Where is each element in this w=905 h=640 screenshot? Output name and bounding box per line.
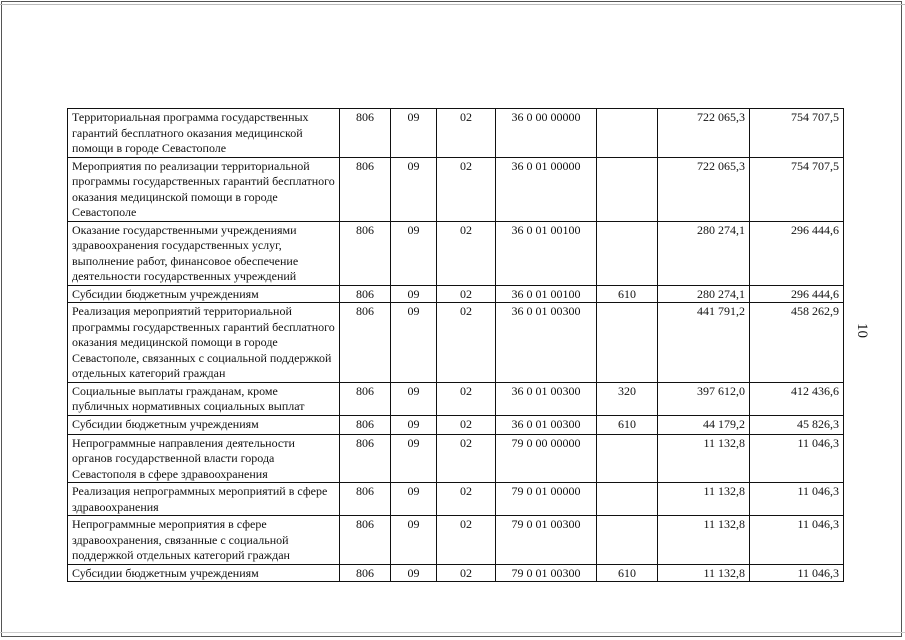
row-year1: 397 612,0	[658, 382, 750, 415]
row-code: 806	[340, 382, 391, 415]
row-subsection: 02	[437, 516, 496, 565]
row-section: 09	[391, 382, 437, 415]
row-kind	[597, 157, 658, 221]
row-name: Оказание государственными учреждениями здравоохранения государственных услуг, выполнение работ, финансовое обеспечение деятельности государственных учреждений	[68, 221, 340, 285]
row-year1: 11 132,8	[658, 564, 750, 582]
row-code: 806	[340, 109, 391, 158]
row-target: 36 0 01 00100	[496, 285, 597, 303]
table-row	[68, 564, 844, 582]
row-target: 36 0 01 00100	[496, 221, 597, 285]
row-year2: 754 707,5	[750, 109, 844, 158]
row-section: 09	[391, 516, 437, 565]
row-subsection: 02	[437, 303, 496, 383]
row-kind	[597, 109, 658, 158]
row-section: 09	[391, 483, 437, 516]
table-row	[68, 109, 844, 158]
row-subsection: 02	[437, 221, 496, 285]
row-subsection: 02	[437, 382, 496, 415]
row-name: Реализация непрограммных мероприятий в сфере здравоохранения	[68, 483, 340, 516]
row-kind: 320	[597, 382, 658, 415]
row-name: Социальные выплаты гражданам, кроме публичных нормативных социальных выплат	[68, 382, 340, 415]
row-section: 09	[391, 285, 437, 303]
page-number: 10	[854, 323, 870, 338]
row-name: Территориальная программа государственных гарантий бесплатного оказания медицинской помощи в городе Севастополе	[68, 109, 340, 158]
row-code: 806	[340, 221, 391, 285]
scan-edge-top	[0, 4, 905, 5]
row-kind: 610	[597, 415, 658, 434]
row-year1: 44 179,2	[658, 415, 750, 434]
row-year1: 722 065,3	[658, 109, 750, 158]
row-name: Непрограммные направления деятельности органов государственной власти города Севастополя в сфере здравоохранения	[68, 434, 340, 483]
scan-edge-bottom	[0, 632, 905, 633]
row-year2: 11 046,3	[750, 516, 844, 565]
table-row	[68, 434, 844, 483]
budget-table	[67, 108, 844, 582]
table-row	[68, 516, 844, 565]
row-year1: 11 132,8	[658, 516, 750, 565]
row-year2: 11 046,3	[750, 434, 844, 483]
row-name: Субсидии бюджетным учреждениям	[68, 285, 340, 303]
row-target: 79 0 01 00300	[496, 564, 597, 582]
row-code: 806	[340, 483, 391, 516]
row-year2: 754 707,5	[750, 157, 844, 221]
row-kind: 610	[597, 285, 658, 303]
row-year2: 45 826,3	[750, 415, 844, 434]
row-code: 806	[340, 564, 391, 582]
table-row	[68, 483, 844, 516]
row-code: 806	[340, 285, 391, 303]
row-kind: 610	[597, 564, 658, 582]
table-row	[68, 382, 844, 415]
table-row	[68, 415, 844, 434]
row-section: 09	[391, 157, 437, 221]
row-section: 09	[391, 434, 437, 483]
row-code: 806	[340, 303, 391, 383]
row-target: 36 0 01 00000	[496, 157, 597, 221]
row-year2: 296 444,6	[750, 285, 844, 303]
row-kind	[597, 516, 658, 565]
row-subsection: 02	[437, 564, 496, 582]
row-year1: 11 132,8	[658, 483, 750, 516]
row-target: 79 0 00 00000	[496, 434, 597, 483]
table-row	[68, 221, 844, 285]
row-section: 09	[391, 415, 437, 434]
row-kind	[597, 221, 658, 285]
row-subsection: 02	[437, 285, 496, 303]
row-target: 36 0 01 00300	[496, 382, 597, 415]
row-subsection: 02	[437, 109, 496, 158]
table-row	[68, 285, 844, 303]
row-year2: 11 046,3	[750, 564, 844, 582]
row-year1: 441 791,2	[658, 303, 750, 383]
row-year1: 280 274,1	[658, 221, 750, 285]
row-subsection: 02	[437, 157, 496, 221]
row-year2: 458 262,9	[750, 303, 844, 383]
row-code: 806	[340, 415, 391, 434]
row-year2: 11 046,3	[750, 483, 844, 516]
row-section: 09	[391, 221, 437, 285]
row-subsection: 02	[437, 434, 496, 483]
row-section: 09	[391, 564, 437, 582]
row-kind	[597, 303, 658, 383]
row-year1: 11 132,8	[658, 434, 750, 483]
row-target: 36 0 01 00300	[496, 415, 597, 434]
row-target: 36 0 00 00000	[496, 109, 597, 158]
row-section: 09	[391, 109, 437, 158]
row-name: Мероприятия по реализации территориальной программы государственных гарантий бесплатного оказания медицинской помощи в городе Севастополе	[68, 157, 340, 221]
row-code: 806	[340, 157, 391, 221]
table-row	[68, 157, 844, 221]
row-kind	[597, 483, 658, 516]
row-kind	[597, 434, 658, 483]
row-subsection: 02	[437, 415, 496, 434]
row-name: Непрограммные мероприятия в сфере здравоохранения, связанные с социальной поддержкой отдельных категорий граждан	[68, 516, 340, 565]
row-name: Реализация мероприятий территориальной программы государственных гарантий бесплатного оказания медицинской помощи в городе Севастополе, связанных с социальной поддержкой отдельных категорий граждан	[68, 303, 340, 383]
row-year1: 280 274,1	[658, 285, 750, 303]
row-section: 09	[391, 303, 437, 383]
row-year2: 296 444,6	[750, 221, 844, 285]
row-year2: 412 436,6	[750, 382, 844, 415]
row-target: 36 0 01 00300	[496, 303, 597, 383]
row-code: 806	[340, 434, 391, 483]
row-subsection: 02	[437, 483, 496, 516]
row-name: Субсидии бюджетным учреждениям	[68, 564, 340, 582]
row-code: 806	[340, 516, 391, 565]
row-target: 79 0 01 00300	[496, 516, 597, 565]
row-target: 79 0 01 00000	[496, 483, 597, 516]
row-name: Субсидии бюджетным учреждениям	[68, 415, 340, 434]
table-row	[68, 303, 844, 383]
row-year1: 722 065,3	[658, 157, 750, 221]
